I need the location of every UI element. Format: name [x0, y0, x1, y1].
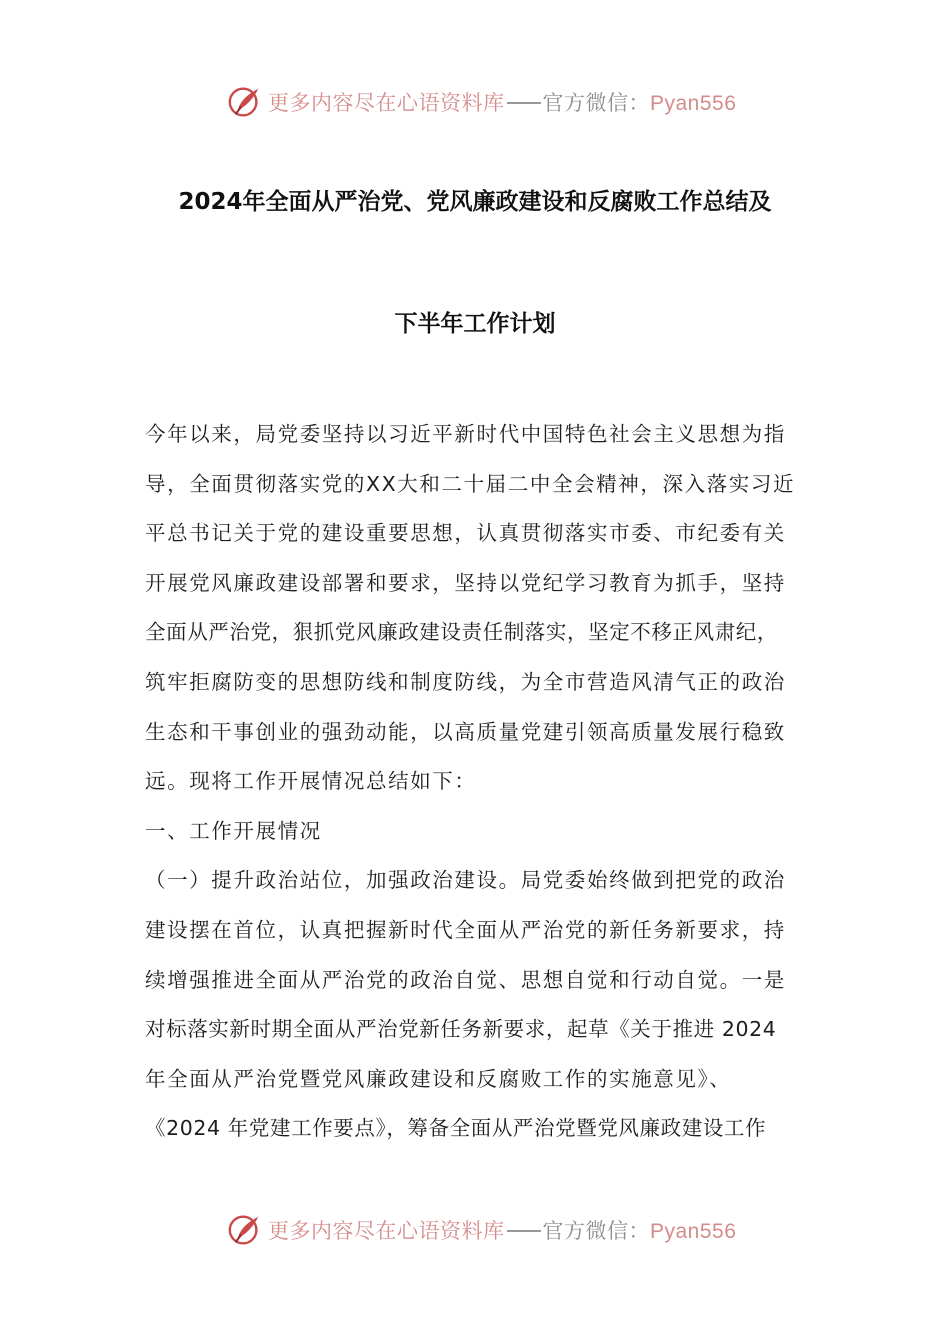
document-title-line-1: 2024年全面从严治党、党风廉政建设和反腐败工作总结及 [178, 189, 772, 215]
body-line: 远。现将工作开展情况总结如下： [145, 769, 477, 794]
watermark-text: 更多内容尽在心语资料库 官方微信：Pyan556 [268, 1219, 737, 1243]
document-body [145, 415, 845, 1159]
body-line: 筑牢拒腐防变的思想防线和制度防线，为全市营造风清气正的政治 [145, 669, 786, 694]
body-line: 平总书记关于党的建设重要思想，认真贯彻落实市委、市纪委有关 [145, 521, 786, 546]
body-line: 建设摆在首位，认真把握新时代全面从严治党的新任务新要求，持 [145, 917, 786, 942]
body-line: 导，全面贯彻落实党的XX大和二十届二中全会精神，深入落实习近 [145, 471, 796, 496]
body-line: 续增强推进全面从严治党的政治自觉、思想自觉和行动自觉。一是 [145, 967, 786, 992]
body-line: 对标落实新时期全面从严治党新任务新要求，起草《关于推进 2024 [145, 1017, 777, 1042]
body-line: 开展党风廉政建设部署和要求，坚持以党纪学习教育为抓手，坚持 [145, 570, 786, 595]
watermark-text: 更多内容尽在心语资料库 官方微信：Pyan556 [268, 91, 737, 115]
body-line: 年全面从严治党暨党风廉政建设和反腐败工作的实施意见》、 [145, 1066, 732, 1091]
header-watermark [226, 82, 736, 122]
body-line: 全面从严治党，狠抓党风廉政建设责任制落实，坚定不移正风肃纪， [145, 620, 778, 645]
document-title-line-2: 下半年工作计划 [394, 311, 556, 337]
body-line: （一）提升政治站位，加强政治建设。局党委始终做到把党的政治 [145, 868, 786, 893]
section-heading: 一、工作开展情况 [145, 818, 322, 843]
footer-watermark [226, 1210, 736, 1250]
body-line: 生态和干事创业的强劲动能，以高质量党建引领高质量发展行稳致 [145, 719, 786, 744]
body-line: 《2024 年党建工作要点》，筹备全面从严治党暨党风廉政建设工作 [145, 1116, 767, 1141]
quill-logo-icon [226, 1211, 264, 1249]
body-line: 今年以来，局党委坚持以习近平新时代中国特色社会主义思想为指 [145, 422, 786, 446]
quill-logo-icon [226, 83, 264, 121]
